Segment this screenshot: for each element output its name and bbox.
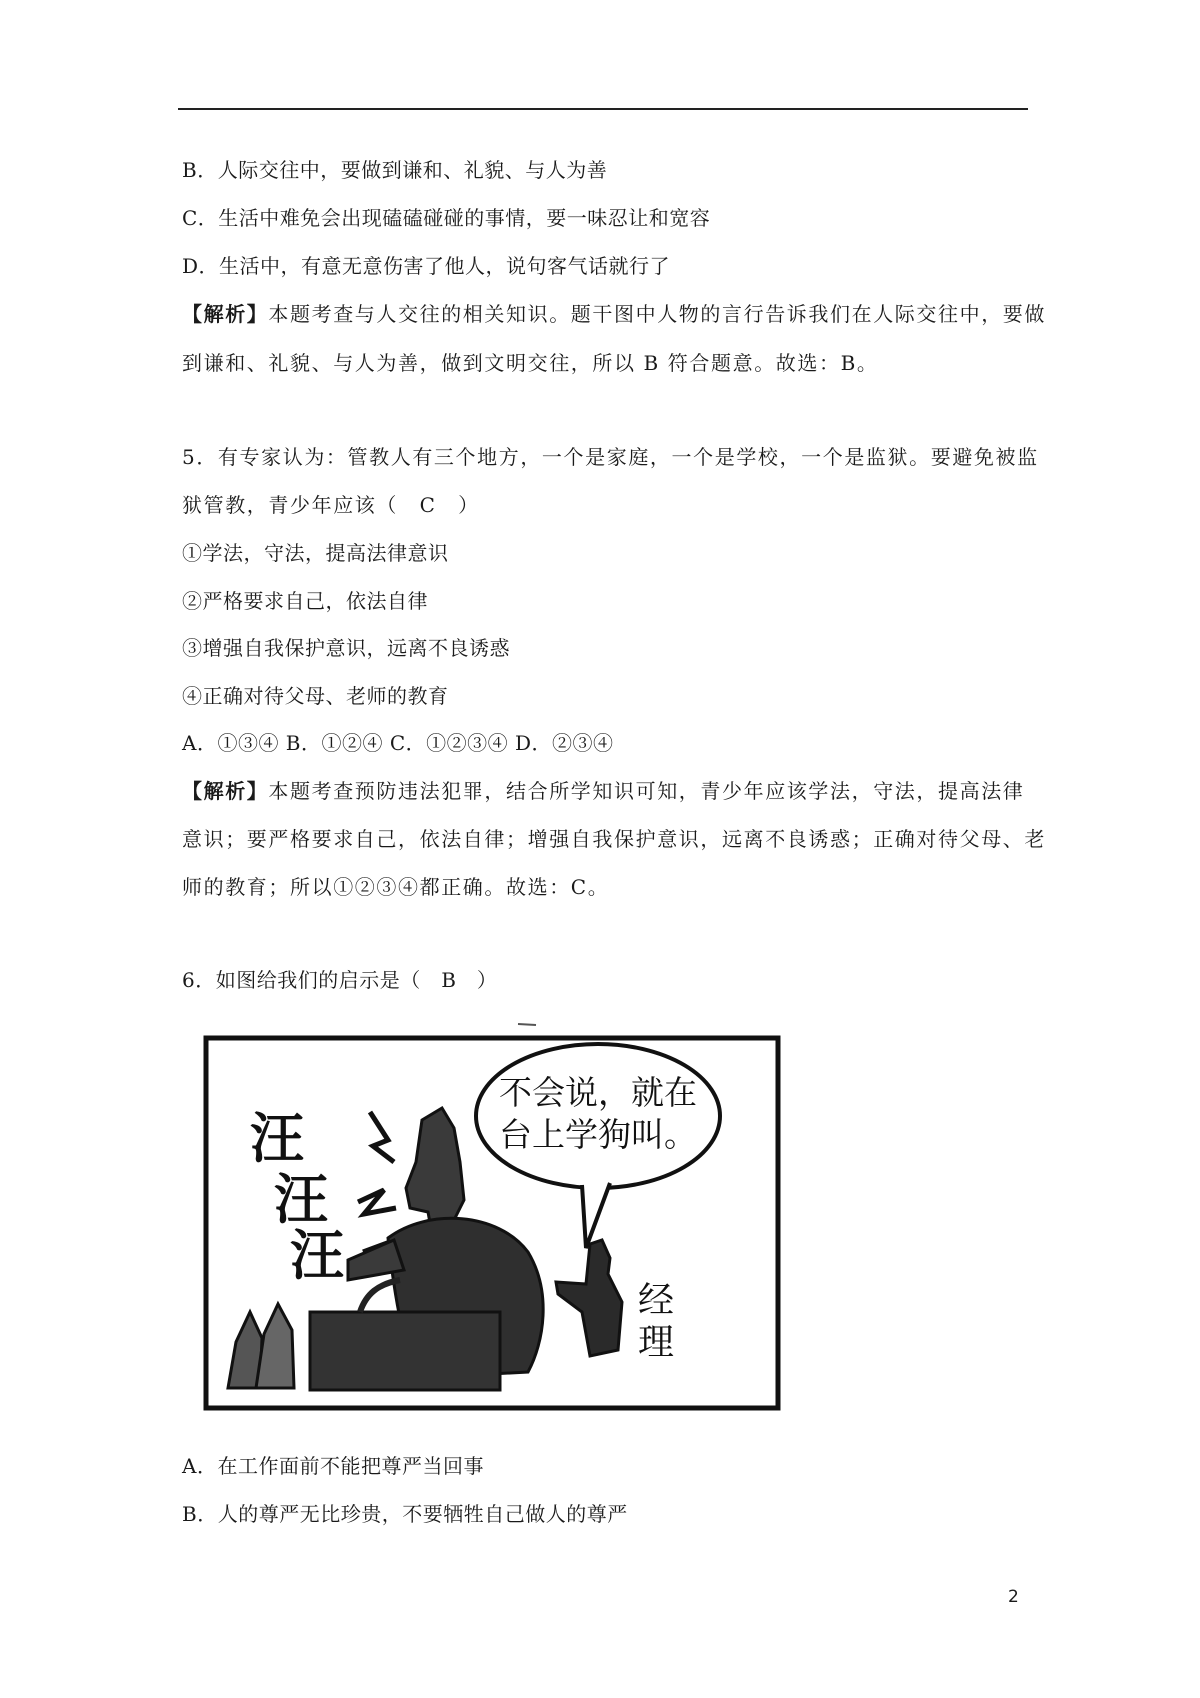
manager-label-1: 经 bbox=[638, 1280, 675, 1321]
header-rule bbox=[178, 108, 1028, 110]
q5-item-4: ④正确对待父母、老师的教育 bbox=[182, 684, 449, 708]
q5-analysis-line1 bbox=[182, 777, 1024, 805]
analysis-tag: 【解析】 bbox=[182, 302, 269, 326]
bark-text-1: 汪 bbox=[250, 1107, 304, 1170]
q5-stem-line1: 5．有专家认为：管教人有三个地方，一个是家庭，一个是学校，一个是监狱。要避免被监 bbox=[182, 445, 1039, 469]
page-number: 2 bbox=[1008, 1587, 1019, 1607]
scan-mark bbox=[518, 1024, 536, 1025]
q4-analysis-line1 bbox=[182, 300, 1046, 328]
manager-label-2: 理 bbox=[638, 1322, 675, 1363]
q4-option-b: B．人际交往中，要做到谦和、礼貌、与人为善 bbox=[182, 158, 608, 182]
q6-option-a: A．在工作面前不能把尊严当回事 bbox=[182, 1454, 484, 1478]
speech-text-line1: 不会说，就在 bbox=[499, 1073, 697, 1112]
speech-text-line2: 台上学狗叫。 bbox=[499, 1115, 697, 1154]
q5-item-3: ③增强自我保护意识，远离不良诱惑 bbox=[182, 636, 510, 660]
bark-text-2: 汪 bbox=[274, 1168, 328, 1231]
analysis-text: 本题考查与人交往的相关知识。题干图中人物的言行告诉我们在人际交往中，要做 bbox=[268, 302, 1047, 326]
q4-analysis-line2: 到谦和、礼貌、与人为善，做到文明交往，所以 B 符合题意。故选：B。 bbox=[182, 351, 879, 375]
podium bbox=[310, 1312, 500, 1390]
analysis-tag: 【解析】 bbox=[182, 779, 269, 803]
bark-text-3: 汪 bbox=[290, 1224, 344, 1287]
q6-cartoon bbox=[198, 1012, 788, 1414]
q5-item-1: ①学法，守法，提高法律意识 bbox=[182, 541, 449, 565]
q5-options: A．①③④ B．①②④ C．①②③④ D．②③④ bbox=[182, 731, 614, 755]
q5-analysis-line3: 师的教育；所以①②③④都正确。故选：C。 bbox=[182, 875, 610, 899]
q6-stem: 6．如图给我们的启示是（ B ） bbox=[182, 968, 498, 992]
q6-option-b: B．人的尊严无比珍贵，不要牺牲自己做人的尊严 bbox=[182, 1502, 628, 1526]
q5-analysis-line2: 意识；要严格要求自己，依法自律；增强自我保护意识，远离不良诱惑；正确对待父母、老 bbox=[182, 827, 1046, 851]
q4-option-c: C．生活中难免会出现磕磕碰碰的事情，要一味忍让和宽容 bbox=[182, 206, 711, 230]
cartoon-illustration bbox=[198, 1012, 788, 1414]
analysis-text: 本题考查预防违法犯罪，结合所学知识可知，青少年应该学法，守法，提高法律 bbox=[268, 779, 1025, 803]
q5-item-2: ②严格要求自己，依法自律 bbox=[182, 589, 428, 613]
q5-stem-line2: 狱管教，青少年应该（ C ） bbox=[182, 493, 480, 517]
q4-option-d: D．生活中，有意无意伤害了他人，说句客气话就行了 bbox=[182, 254, 671, 278]
